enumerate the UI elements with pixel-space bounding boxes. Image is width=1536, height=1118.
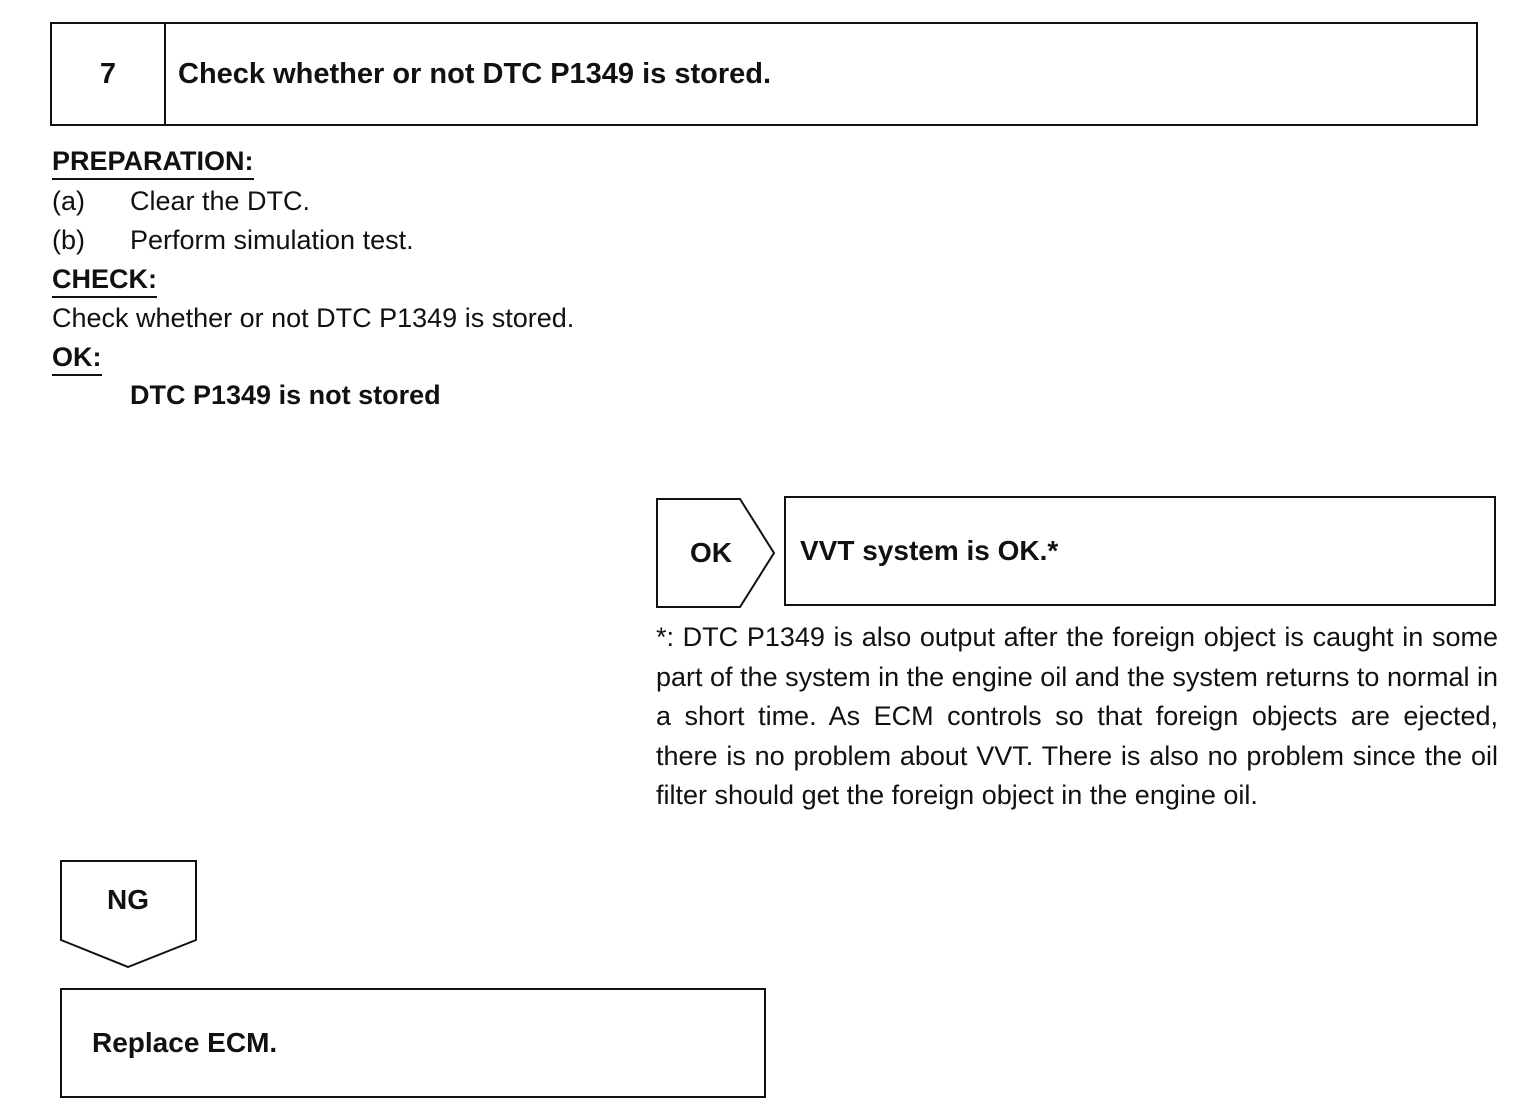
step-header <box>50 22 1478 126</box>
preparation-item-b-text: Perform simulation test. <box>130 225 414 255</box>
ng-action-box <box>60 988 766 1098</box>
ng-action-text: Replace ECM. <box>92 1027 278 1058</box>
check-heading: CHECK: <box>52 262 157 298</box>
step-title: Check whether or not DTC P1349 is stored. <box>178 57 772 90</box>
preparation-item-b-letter: (b) <box>52 225 85 255</box>
ng-branch-label: NG <box>107 884 149 915</box>
preparation-item-a-text: Clear the DTC. <box>130 186 311 216</box>
preparation-heading: PREPARATION: <box>52 144 254 180</box>
footnote: *: DTC P1349 is also output after the foreign object is caught in some part of the system in the engine oil and the system returns to normal in a short time. As ECM controls so that foreign objects are ejected, there is no problem about VVT. There is also no problem since the oil filter should get the foreign object in the engine oil. <box>656 622 1498 810</box>
ok-branch-label: OK <box>690 537 732 568</box>
ok-result-box <box>784 496 1496 606</box>
ok-spec-heading: OK: <box>52 340 102 376</box>
ok-result-text: VVT system is OK.* <box>800 535 1059 566</box>
step-number: 7 <box>52 24 166 124</box>
check-text: Check whether or not DTC P1349 is stored. <box>52 303 575 333</box>
ok-spec-text: DTC P1349 is not stored <box>130 380 441 410</box>
preparation-item-a-letter: (a) <box>52 186 85 216</box>
